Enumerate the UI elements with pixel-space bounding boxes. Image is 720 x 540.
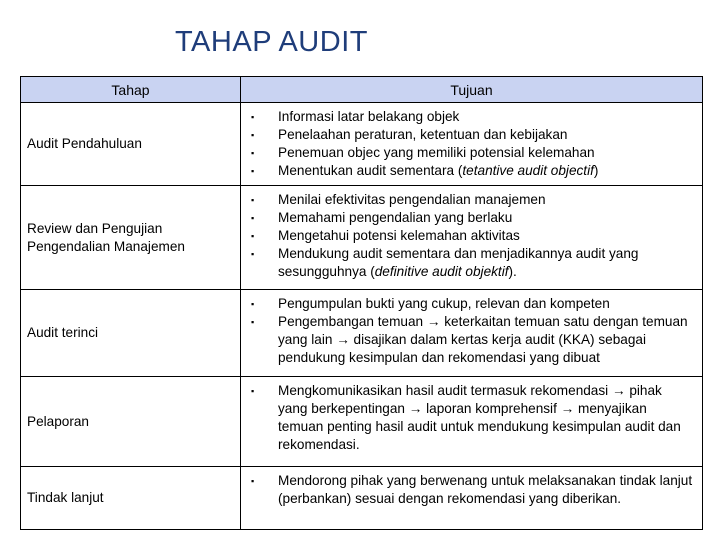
- bullet-icon: ▪: [251, 195, 255, 205]
- objective-text: Menilai efektivitas pengendalian manajemen: [278, 192, 546, 207]
- objective-item: [249, 108, 694, 126]
- table-row: [21, 377, 703, 467]
- objective-text-part: ): [593, 163, 599, 178]
- objective-text-italic: tetantive audit objectif: [462, 163, 594, 178]
- table-header-row: [21, 77, 703, 103]
- table-row: [21, 290, 703, 377]
- table-row: [21, 467, 703, 530]
- table-row: [21, 186, 703, 290]
- bullet-icon: ▪: [251, 317, 255, 327]
- bullet-icon: ▪: [251, 166, 255, 176]
- stage-objectives: [241, 377, 703, 467]
- bullet-icon: ▪: [251, 148, 255, 158]
- objective-text-italic: definitive audit objektif: [374, 264, 509, 279]
- objective-text: [278, 245, 694, 281]
- objective-item: [249, 144, 694, 162]
- objective-item: [249, 191, 694, 209]
- audit-stages-table: [20, 76, 703, 530]
- objective-text: [278, 162, 694, 180]
- stage-name: Tindak lanjut: [21, 467, 241, 530]
- bullet-icon: ▪: [251, 231, 255, 241]
- objective-text-part: Menentukan audit sementara (: [278, 163, 463, 178]
- bullet-icon: ▪: [251, 130, 255, 140]
- stage-name: Pelaporan: [21, 377, 241, 467]
- objective-text: Memahami pengendalian yang berlaku: [278, 210, 513, 225]
- objective-text-part: Mendukung audit sementara dan menjadikannya audit yang sesungguhnya (: [278, 246, 639, 279]
- stage-name: Audit Pendahuluan: [21, 103, 241, 186]
- objective-text: Pengumpulan bukti yang cukup, relevan dan kompeten: [278, 296, 610, 311]
- objective-text: Pengembangan temuan → keterkaitan temuan satu dengan temuan yang lain → disajikan dalam kertas kerja audit (KKA) sebagai pendukung kesimpulan dan rekomendasi yang dibuat: [278, 314, 688, 365]
- objective-text: Mengetahui potensi kelemahan aktivitas: [278, 228, 520, 243]
- stage-objectives: [241, 103, 703, 186]
- objective-text: Mendorong pihak yang berwenang untuk melaksanakan tindak lanjut (perbankan) sesuai dengan rekomendasi yang diberikan.: [278, 473, 693, 506]
- objective-text: Penemuan objec yang memiliki potensial kelemahan: [278, 145, 595, 160]
- bullet-icon: ▪: [251, 299, 255, 309]
- stage-objectives: [241, 186, 703, 290]
- objective-item: [249, 162, 694, 180]
- stage-name: Audit terinci: [21, 290, 241, 377]
- stage-name: Review dan Pengujian Pengendalian Manajemen: [21, 186, 241, 290]
- objective-item: [249, 209, 694, 227]
- bullet-icon: ▪: [251, 476, 255, 486]
- objective-item: [249, 245, 694, 281]
- page-title: TAHAP AUDIT: [175, 26, 368, 58]
- header-tahap: Tahap: [21, 77, 241, 103]
- objective-text-part: ).: [508, 264, 517, 279]
- bullet-icon: ▪: [251, 213, 255, 223]
- objective-text: Penelaahan peraturan, ketentuan dan kebijakan: [278, 127, 568, 142]
- stage-objectives: [241, 467, 703, 530]
- objective-item: [249, 227, 694, 245]
- objective-item: [249, 126, 694, 144]
- bullet-icon: ▪: [251, 386, 255, 396]
- objective-text: Mengkomunikasikan hasil audit termasuk rekomendasi → pihak yang berkepentingan → laporan komprehensif → menyajikan temuan penting hasil audit untuk mendukung kesimpulan audit dan rekomendasi.: [278, 383, 681, 452]
- stage-objectives: [241, 290, 703, 377]
- bullet-icon: ▪: [251, 112, 255, 122]
- objective-item: [249, 472, 694, 508]
- objective-text: Informasi latar belakang objek: [278, 109, 460, 124]
- objective-item: [249, 382, 694, 454]
- table-row: [21, 103, 703, 186]
- objective-item: [249, 295, 694, 313]
- bullet-icon: ▪: [251, 249, 255, 259]
- header-tujuan: Tujuan: [241, 77, 703, 103]
- objective-item: [249, 313, 694, 367]
